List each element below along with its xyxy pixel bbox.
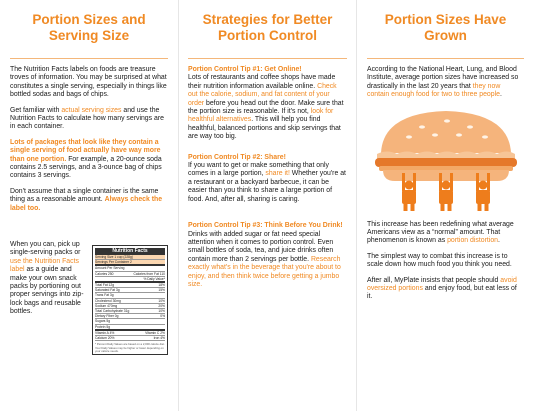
nutrient-value: 10% — [158, 309, 165, 314]
giant-burger-carried-by-three-people-icon — [367, 107, 525, 211]
paragraph-intro — [10, 66, 168, 100]
text: The Nutrition Facts labels on foods are treasure troves of information. You may be surprised at what constitutes a single serving, especially in things like bottled sodas and bags of chips. — [10, 66, 167, 99]
highlight-text: avoid oversized portions — [367, 276, 517, 293]
label-footnote: * Percent Daily Values are based on a 2,000 calorie diet. Your Daily Values may be higher or lower depending on your calorie needs. — [95, 342, 165, 354]
paragraph-portion-distortion — [367, 221, 524, 246]
nutrient-name: Total Carbohydrate 31g — [95, 309, 130, 314]
text: Drinks with added sugar or fat need special attention when it comes to portion control. Even small bottles of soda, tea, and juice drinks often contain more than 2 servings per bottle. — [188, 230, 334, 263]
nutrient-value: Iron 4% — [153, 336, 165, 341]
text: before you head out the door. Make sure that the portion size is reasonable. If it's not, — [188, 99, 344, 116]
highlight-text: actual serving sizes — [61, 106, 122, 114]
text: . This will help you find healthful, balanced portions and skip servings that are way too big. — [188, 116, 341, 141]
nutrient-name: Protein 5g — [95, 324, 111, 329]
highlight-text: share it! — [265, 170, 290, 178]
nutrient-name: Vitamin A 4% — [95, 330, 115, 335]
text: Don't assume that a single container is the same thing as a reasonable amount. — [10, 187, 159, 204]
highlight-text: use the Nutrition Facts label — [10, 257, 79, 274]
nutrient-name: Total Fat 12g — [95, 283, 115, 288]
text: and use the Nutrition Facts to calculate how many servings are in each container. — [10, 106, 164, 131]
tip-1-body — [188, 74, 347, 141]
text: % Daily Value* — [143, 276, 165, 281]
text: When you can, pick up single-serving packs or — [10, 241, 81, 257]
highlight-text: Always check the label too. — [10, 196, 163, 212]
tip-3 — [188, 222, 347, 289]
divider — [367, 58, 524, 59]
text: Whether you're at a restaurant or a backyard barbecue, it can be easier than you think to share a large portion of food. And, after all, sharing is caring. — [188, 170, 346, 203]
nutrient-value: 20% — [158, 303, 165, 308]
text: For example, a 20-ounce soda contains 2.5 servings, and a 3-ounce bag of chips contains 3 servings. — [10, 155, 162, 180]
tip-3-title: Portion Control Tip #3: Think Before You Drink! — [188, 222, 343, 230]
paragraph-scale-down — [367, 253, 524, 270]
column-serving-size — [0, 0, 178, 411]
section-title-serving-size: Portion Sizes and Serving Size — [32, 12, 146, 43]
text: Lots of restaurants and coffee shops have made their nutrition information available online. — [188, 74, 336, 90]
paragraph-packages — [10, 139, 168, 181]
tip-2 — [188, 154, 347, 204]
nutrient-value: 0% — [160, 314, 165, 319]
text: . — [499, 91, 502, 99]
paragraph-snack-packs — [10, 241, 88, 317]
nutrient-name: Cholesterol 30mg — [95, 298, 121, 303]
tip-1-title: Portion Control Tip #1: Get Online! — [188, 66, 302, 73]
section-title-portion-growth: Portion Sizes Have Grown — [384, 12, 507, 43]
nutrient-name: Sugars 5g — [95, 319, 111, 324]
text: According to the National Heart, Lung, and Blood Institute, average portion sizes have increased so drastically in the last 20 years that — [367, 66, 519, 90]
text: Get familiar with — [10, 106, 62, 114]
nutrient-name: Trans Fat 3g — [95, 293, 114, 298]
text: Servings Per Container 2 — [95, 260, 132, 265]
nutrient-row — [95, 336, 165, 341]
nutrient-value: 10% — [158, 298, 165, 303]
nutrient-rows — [95, 283, 165, 341]
paragraph-familiar — [10, 107, 168, 132]
text: Calories 250 — [95, 271, 114, 276]
text: . — [498, 237, 500, 245]
highlight-text: Check out the calorie, sodium, and fat content of your order — [188, 82, 337, 107]
text: The simplest way to combat this increase is to scale down how much food you think you need. — [367, 252, 512, 269]
column-strategies — [178, 0, 356, 411]
text: This increase has been redefining what average Americans view as a “normal” amount. That phenomenon is known as — [367, 220, 514, 245]
text: If you want to get or make something that only comes in a large portion, — [188, 162, 329, 178]
burger-illustration — [367, 107, 525, 211]
nutrient-value: 18% — [158, 283, 165, 288]
nutrient-name: Sodium 470mg — [95, 303, 118, 308]
tip-3-body — [188, 231, 347, 290]
paragraph-nhlbi — [367, 66, 524, 100]
divider — [188, 58, 347, 59]
section-title-strategies: Strategies for Better Portion Control — [202, 12, 333, 43]
nutrition-facts-heading: Nutrition Facts — [95, 248, 165, 255]
divider — [10, 58, 168, 59]
nutrient-value: 15% — [158, 288, 165, 293]
text: Calories from Fat 110 — [133, 271, 165, 276]
column-portion-growth — [356, 0, 533, 411]
tip-2-body — [188, 162, 347, 204]
nutrient-value: Vitamin C 2% — [145, 330, 165, 335]
nutrient-name: Saturated Fat 3g — [95, 288, 120, 293]
highlight-text: look for healthful alternatives — [188, 108, 334, 124]
text: After all, MyPlate insists that people should — [367, 276, 501, 284]
text: Serving Size 1 cup (228g) — [95, 255, 133, 259]
nutrition-facts-label — [92, 245, 168, 355]
nutrient-name: Calcium 20% — [95, 336, 115, 341]
nutrient-name: Dietary Fiber 0g — [95, 314, 119, 319]
highlight-text: Research exactly what's in the beverage that you're about to enjoy, and then think twice before getting a jumbo size. — [188, 255, 341, 288]
tip-2-title: Portion Control Tip #2: Share! — [188, 153, 286, 161]
paragraph-container — [10, 188, 168, 213]
tip-1 — [188, 66, 347, 142]
highlight-text: they now contain enough food for two to three people — [367, 82, 501, 99]
text: as a guide and make your own snack packs by portioning out proper servings into zip-lock bags and reusable bottles. — [10, 266, 84, 316]
paragraph-myplate — [367, 277, 524, 302]
text: Amount Per Serving — [95, 266, 125, 271]
highlight-text: Lots of packages that look like they contain a single serving of food actually have way more than one portion. — [10, 138, 161, 163]
text: and enjoy food, but eat less of it. — [367, 285, 517, 301]
highlight-text: portion distortion — [447, 237, 499, 245]
